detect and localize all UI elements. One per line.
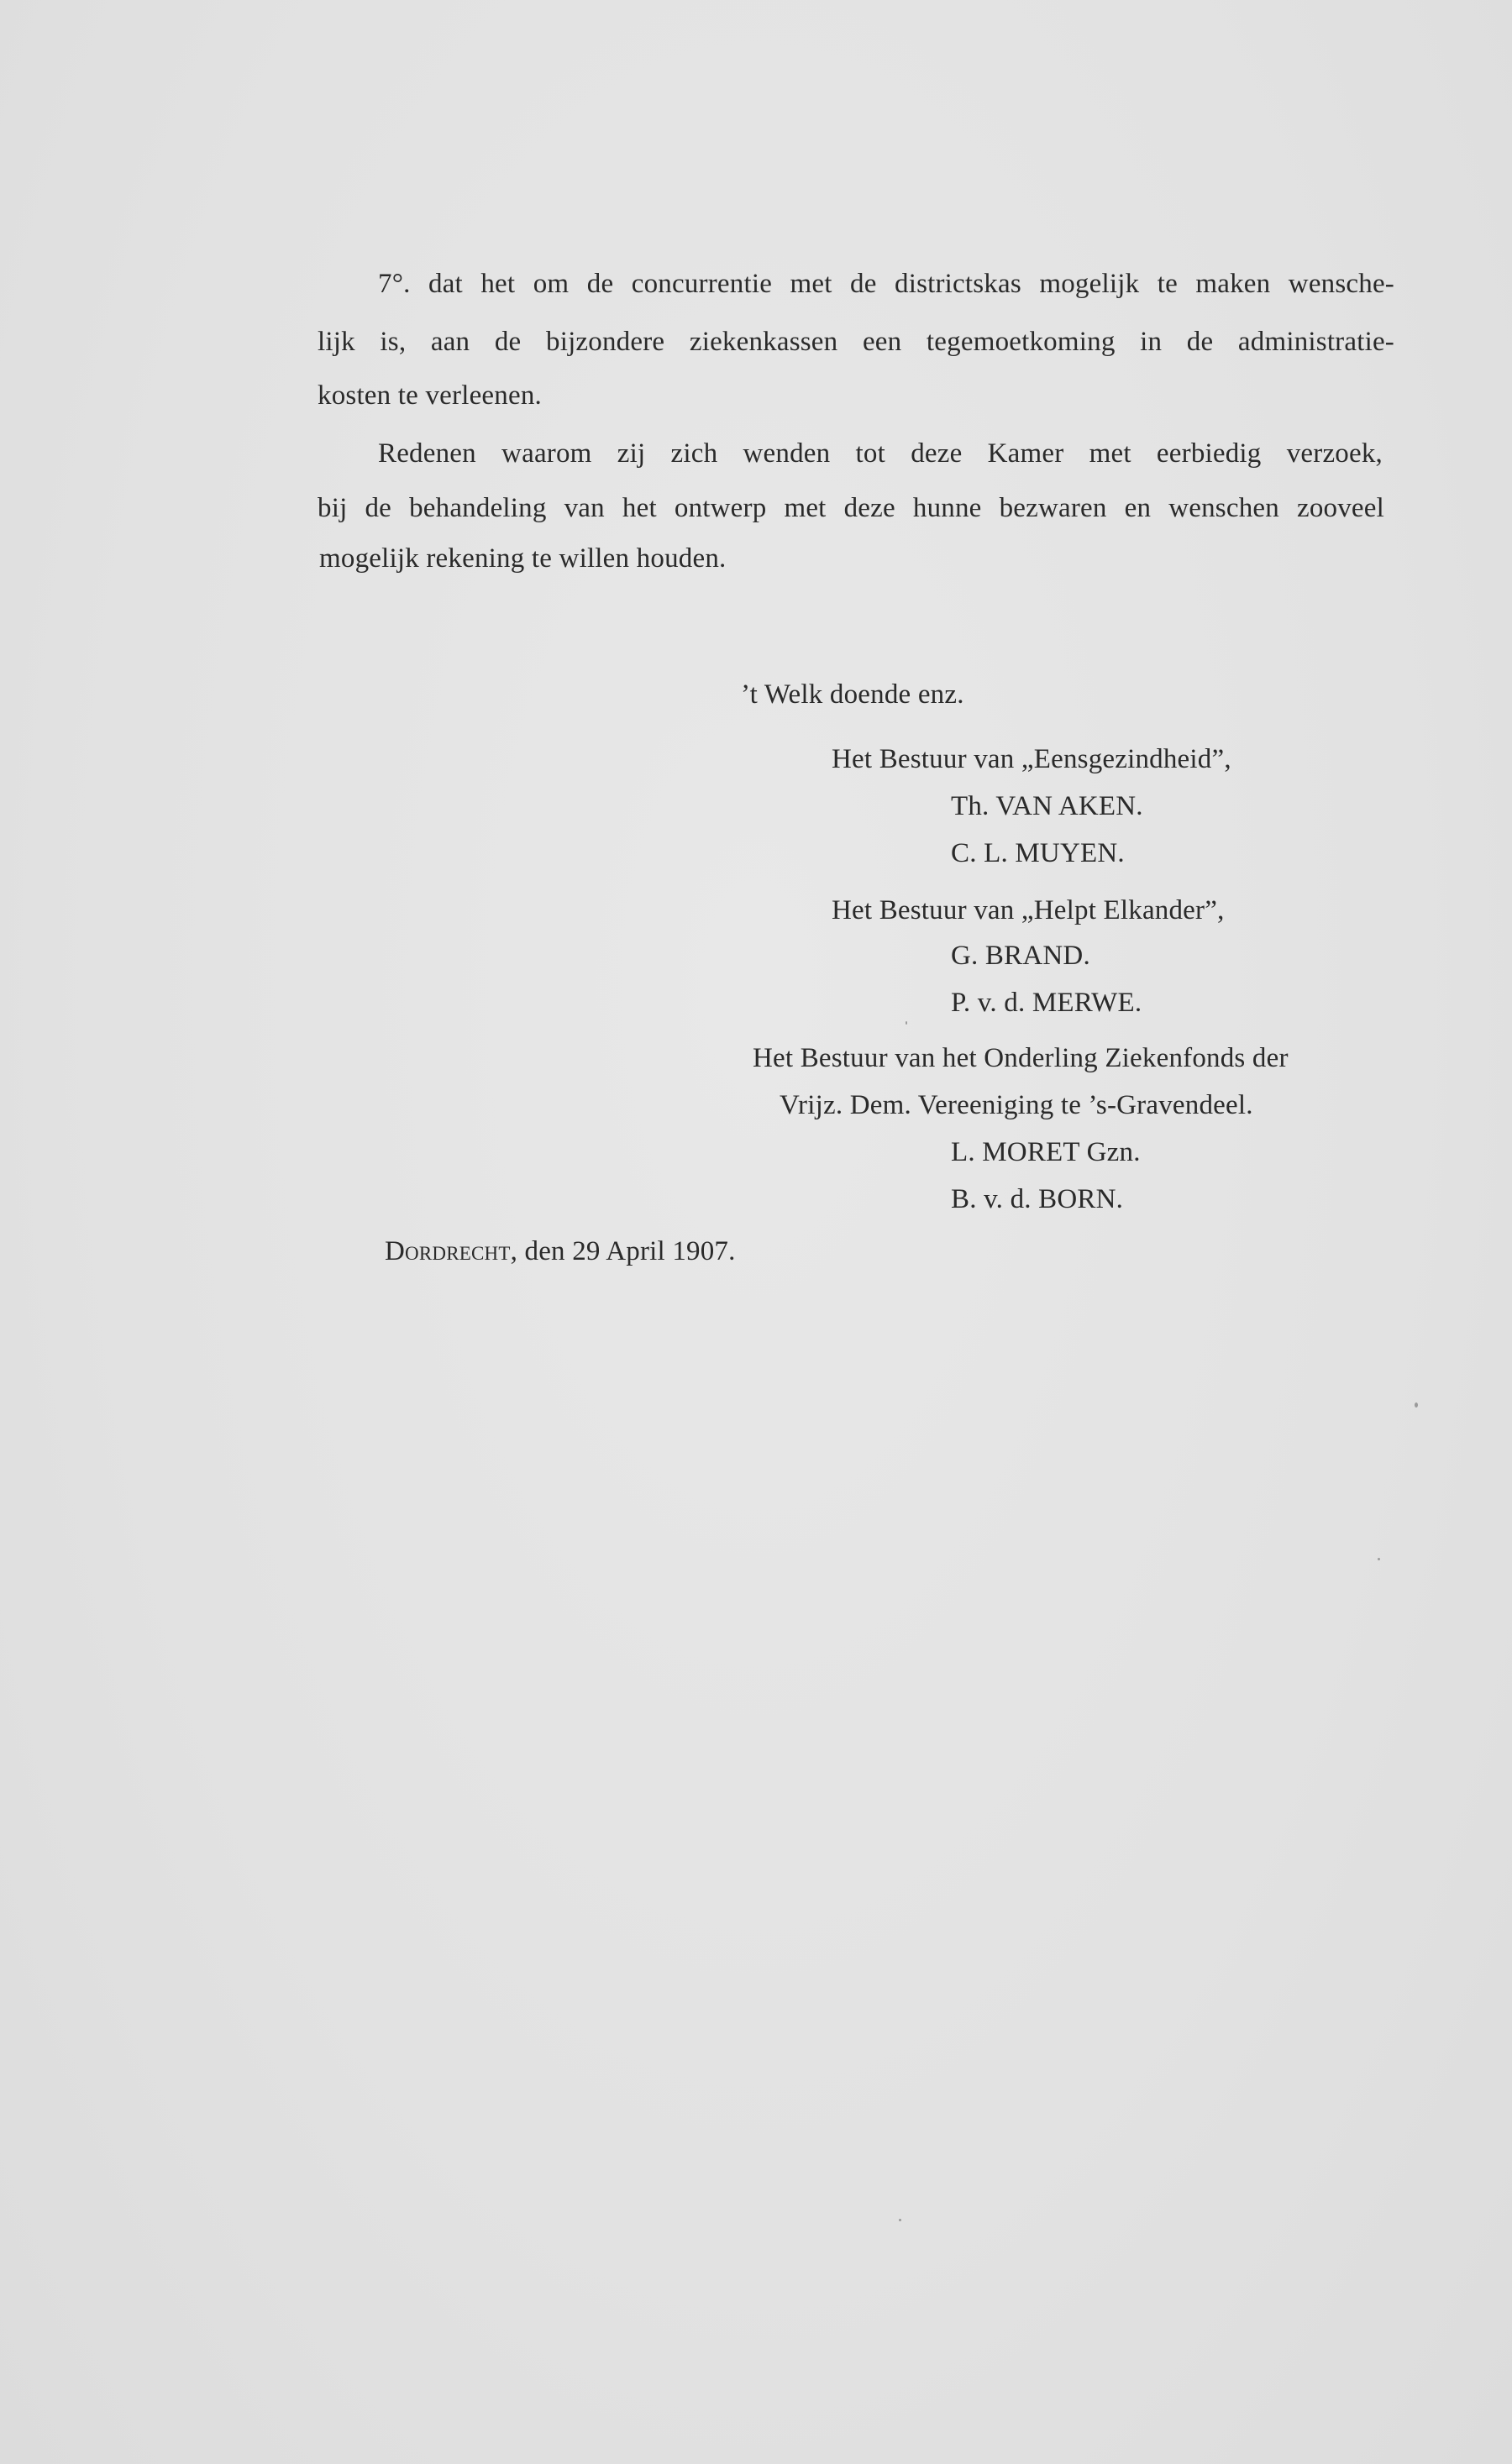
signature-group-3-header-line-2: Vrijz. Dem. Vereeniging te ’s-Gravendeel.: [780, 1090, 1253, 1120]
signature-group-2-header: Het Bestuur van „Helpt Elkander”,: [832, 895, 1225, 925]
scan-speck: [899, 2219, 901, 2221]
paragraph-1-line-1: 7°. dat het om de concurrentie met de districtskas mogelijk te maken wensche-: [378, 269, 1394, 299]
signature-group-2-signer-1: G. BRAND.: [951, 941, 1090, 971]
scan-speck: [1378, 1558, 1380, 1560]
signature-group-1-header: Het Bestuur van „Eensgezindheid”,: [832, 744, 1231, 774]
scan-speck: [1415, 1402, 1418, 1408]
signature-group-1-signer-2: C. L. MUYEN.: [951, 838, 1125, 868]
paragraph-2-line-1: Redenen waarom zij zich wenden tot deze Kamer met eerbiedig verzoek,: [378, 438, 1383, 469]
place-name: Dordrecht: [385, 1236, 511, 1266]
paragraph-1-line-3: kosten te verleenen.: [318, 380, 542, 411]
paragraph-1-line-2: lijk is, aan de bijzondere ziekenkassen een tegemoetkoming in de administratie-: [318, 327, 1394, 357]
scan-speck: [906, 1021, 907, 1025]
signature-group-3-header-line-1: Het Bestuur van het Onderling Ziekenfonds der: [753, 1043, 1289, 1073]
signature-group-3-signer-1: L. MORET Gzn.: [951, 1137, 1141, 1167]
signature-group-1-signer-1: Th. VAN AKEN.: [951, 791, 1143, 821]
paragraph-2-line-3: mogelijk rekening te willen houden.: [319, 543, 727, 574]
date-text: , den 29 April 1907.: [510, 1236, 736, 1266]
closing-phrase: ’t Welk doende enz.: [741, 679, 964, 710]
place-date-line: [385, 1235, 736, 1268]
paragraph-2-line-2: bij de behandeling van het ontwerp met deze hunne bezwaren en wenschen zooveel: [318, 493, 1384, 523]
signature-group-2-signer-2: P. v. d. MERWE.: [951, 988, 1142, 1018]
signature-group-3-signer-2: B. v. d. BORN.: [951, 1184, 1124, 1214]
